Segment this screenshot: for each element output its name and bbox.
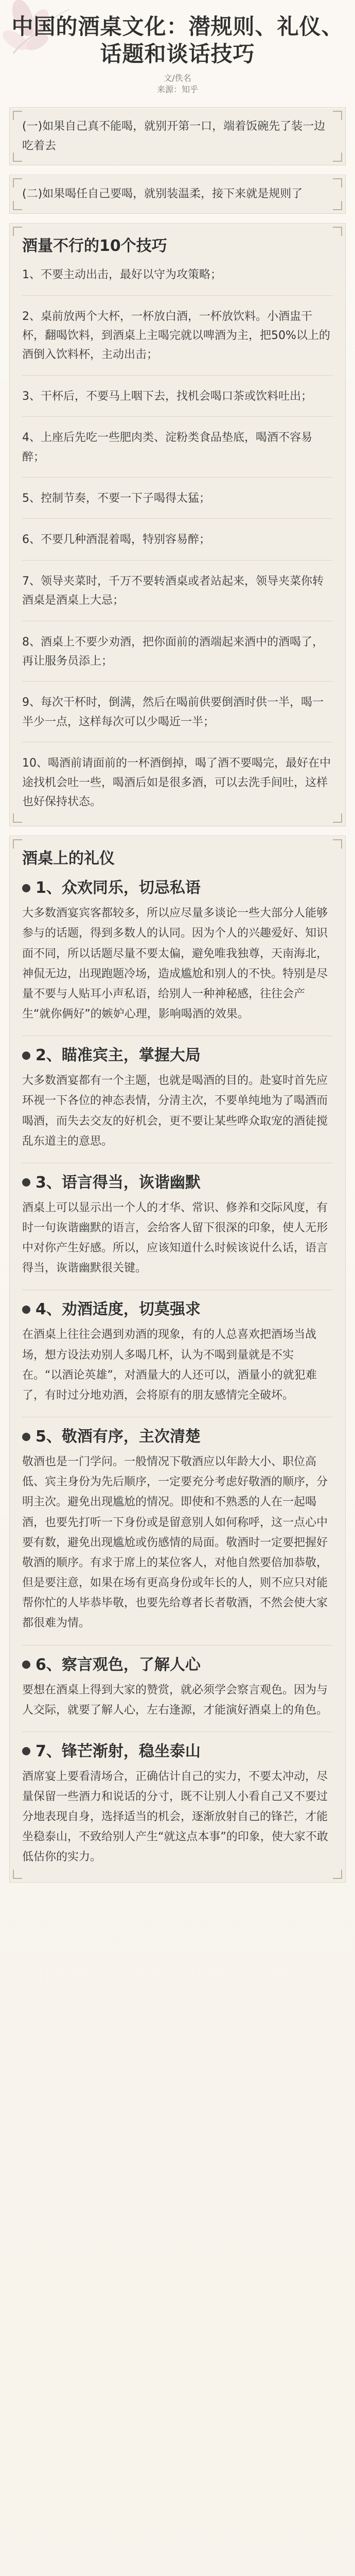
corner-decor (333, 152, 342, 162)
corner-decor (333, 814, 342, 823)
bullet-icon (22, 1306, 30, 1314)
etiquette-body: 在酒桌上往往会遇到劝酒的现象，有的人总喜欢把酒场当战场，想方设法劝别人多喝几杯，认为不喝到量就是不实在。“以酒论英雄”，对酒量大的人还可以，酒量小的就犯难了，有时过分地劝酒，会将原有的朋友感情完全破坏。 (22, 1328, 317, 1402)
etiquette-card (9, 836, 346, 1882)
etiquette-heading-text: 2、瞄准宾主，掌握大局 (36, 1046, 201, 1065)
etiquette-body: 要想在酒桌上得到大家的赞赏，就必须学会察言观色。因为与人交际，就要了解人心，左右逢源，才能演好酒桌上的角色。 (22, 1683, 328, 1717)
corner-decor (333, 178, 342, 188)
article-header (9, 13, 346, 96)
corner-decor (333, 111, 342, 120)
etiquette-section-2 (22, 1036, 333, 1151)
etiquette-heading-text: 5、敬酒有序，主次清楚 (36, 1428, 201, 1446)
etiquette-section-5 (22, 1417, 333, 1633)
tip-item: 8、酒桌上不要少劝酒，把你面前的酒端起来酒中的酒喝了，再让服务员添上； (22, 633, 333, 682)
intro-text-1: (一)如果自己真不能喝，就别开第一口，端着饭碗先了装一边吃着去 (22, 120, 326, 152)
etiquette-body: 大多数酒宴宾客都较多，所以应尽量多谈论一些大部分人能够参与的话题，得到多数人的认同。因为个人的兴趣爱好、知识面不同，所以话题尽量不要太偏，避免唯我独尊，天南海北，神侃无边，出现跑题冷场，造成尴尬和别人的不快。特别是尽量不要与人贴耳小声私语，给别人一种神秘感，往往会产生“就你俩好”的嫉妒心理，影响喝酒的效果。 (22, 907, 328, 1021)
corner-decor (13, 201, 22, 210)
etiquette-heading-text: 3、语言得当，诙谐幽默 (36, 1173, 201, 1192)
corner-decor (13, 152, 22, 162)
etiquette-heading (22, 1655, 333, 1675)
etiquette-section-7 (22, 1732, 333, 1868)
tip-item: 4、上座后先吃一些肥肉类、淀粉类食品垫底，喝酒不容易醉； (22, 428, 333, 478)
etiquette-section-3 (22, 1163, 333, 1279)
etiquette-heading (22, 878, 333, 898)
bullet-icon (22, 884, 30, 892)
bullet-icon (22, 1052, 30, 1060)
etiquette-section-4 (22, 1290, 333, 1405)
tips-card (9, 223, 346, 826)
tip-item: 2、桌前放两个大杯，一杯放白酒，一杯放饮料。小酒盅干杯，翻喝饮料，到酒桌上主喝完就以啤酒为主，把50%以上的酒倒入饮料杯，主动出击； (22, 307, 333, 376)
tips-list (22, 265, 333, 811)
bullet-icon (22, 1747, 30, 1755)
corner-decor (13, 814, 22, 823)
corner-decor (333, 839, 342, 849)
article-meta (9, 73, 346, 96)
corner-decor (333, 227, 342, 236)
etiquette-section-1 (22, 878, 333, 1024)
etiquette-heading-text: 7、锋芒渐射，稳坐泰山 (36, 1742, 201, 1760)
tip-item: 10、喝酒前请面前的一杯酒倒掉，喝了酒不要喝完，最好在中途找机会吐一些，喝酒后如是很多酒，可以去洗手间吐，这样也好保持状态。 (22, 757, 331, 808)
article-title: 中国的酒桌文化：潜规则、礼仪、话题和谈话技巧 (11, 14, 344, 66)
corner-decor (13, 227, 22, 236)
etiquette-body: 酒桌上可以显示出一个人的才华、常识、修养和交际风度，有时一句诙谐幽默的语言，会给客人留下很深的印象，使人无形中对你产生好感。所以，应该知道什么时候该说什么话，语言得当，诙谐幽默很关键。 (22, 1201, 328, 1275)
intro-card-2 (9, 175, 346, 214)
corner-decor (13, 111, 22, 120)
intro-card-1 (9, 107, 346, 166)
etiquette-heading (22, 1173, 333, 1193)
corner-decor (13, 839, 22, 849)
etiquette-body: 大多数酒宴都有一个主题，也就是喝酒的目的。赴宴时首先应环视一下各位的神态表情，分清主次，不要单纯地为了喝酒而喝酒，而失去交友的好机会，更不要让某些哗众取宠的酒徒搅乱东道主的意思。 (22, 1074, 328, 1148)
author-line: 文/佚名 (164, 73, 191, 83)
etiquette-heading (22, 1299, 333, 1319)
etiquette-title: 酒桌上的礼仪 (22, 850, 115, 868)
tip-item: 6、不要几种酒混着喝，特别容易醉； (22, 530, 333, 560)
source-line: 来源：知乎 (156, 84, 198, 95)
tip-item: 5、控制节奏，不要一下子喝得太猛； (22, 489, 333, 519)
etiquette-body: 敬酒也是一门学问。一般情况下敬酒应以年龄大小、职位高低、宾主身份为先后顺序，一定要充分考虑好敬酒的顺序，分明主次。避免出现尴尬的情况。即使和不熟悉的人在一起喝酒，也要先打听一下身份或是留意别人如何称呼，这一点心中要有数，避免出现尴尬或伤感情的局面。敬酒时一定要把握好敬酒的顺序。有求于席上的某位客人，对他自然要倍加恭敬，但是要注意，如果在场有更高身份或年长的人，则不应只对能帮你忙的人毕恭毕敬，也要先给尊者长者敬酒，不然会使大家都很难为情。 (22, 1455, 328, 1630)
corner-decor (333, 1870, 342, 1879)
etiquette-body: 酒席宴上要看清场合，正确估计自己的实力，不要太冲动，尽量保留一些酒力和说话的分寸，既不让别人小看自己又不要过分地表现自身，选择适当的机会，逐渐放射自己的锋芒，才能坐稳泰山，不致给别人产生“就这点本事”的印象，使大家不敢低估你的实力。 (22, 1770, 328, 1864)
etiquette-heading (22, 1427, 333, 1447)
tip-item: 7、领导夹菜时，千万不要转酒桌或者站起来，领导夹菜你转酒桌是酒桌上大忌； (22, 572, 333, 621)
tip-item: 1、不要主动出击，最好以守为攻策略； (22, 265, 333, 295)
corner-decor (13, 1870, 22, 1879)
etiquette-heading-text: 4、劝酒适度，切莫强求 (36, 1300, 201, 1319)
corner-decor (13, 178, 22, 188)
intro-text-2: (二)如果喝任自己要喝，就别装温柔，接下来就是规则了 (22, 188, 303, 201)
etiquette-section-6 (22, 1645, 333, 1720)
bullet-icon (22, 1178, 30, 1187)
bullet-icon (22, 1660, 30, 1669)
etiquette-heading (22, 1741, 333, 1761)
tips-title: 酒量不行的10个技巧 (22, 237, 167, 256)
etiquette-heading-text: 6、察言观色，了解人心 (36, 1655, 201, 1674)
bullet-icon (22, 1433, 30, 1441)
tip-item: 3、干杯后，不要马上咽下去，找机会喝口茶或饮料吐出； (22, 387, 333, 417)
etiquette-heading (22, 1045, 333, 1065)
tip-item: 9、每次干杯时，倒满，然后在喝前供要倒酒时供一半，喝一半少一点，这样每次可以少喝近一半； (22, 693, 333, 742)
etiquette-heading-text: 1、众欢同乐，切忌私语 (36, 879, 201, 897)
corner-decor (333, 201, 342, 210)
